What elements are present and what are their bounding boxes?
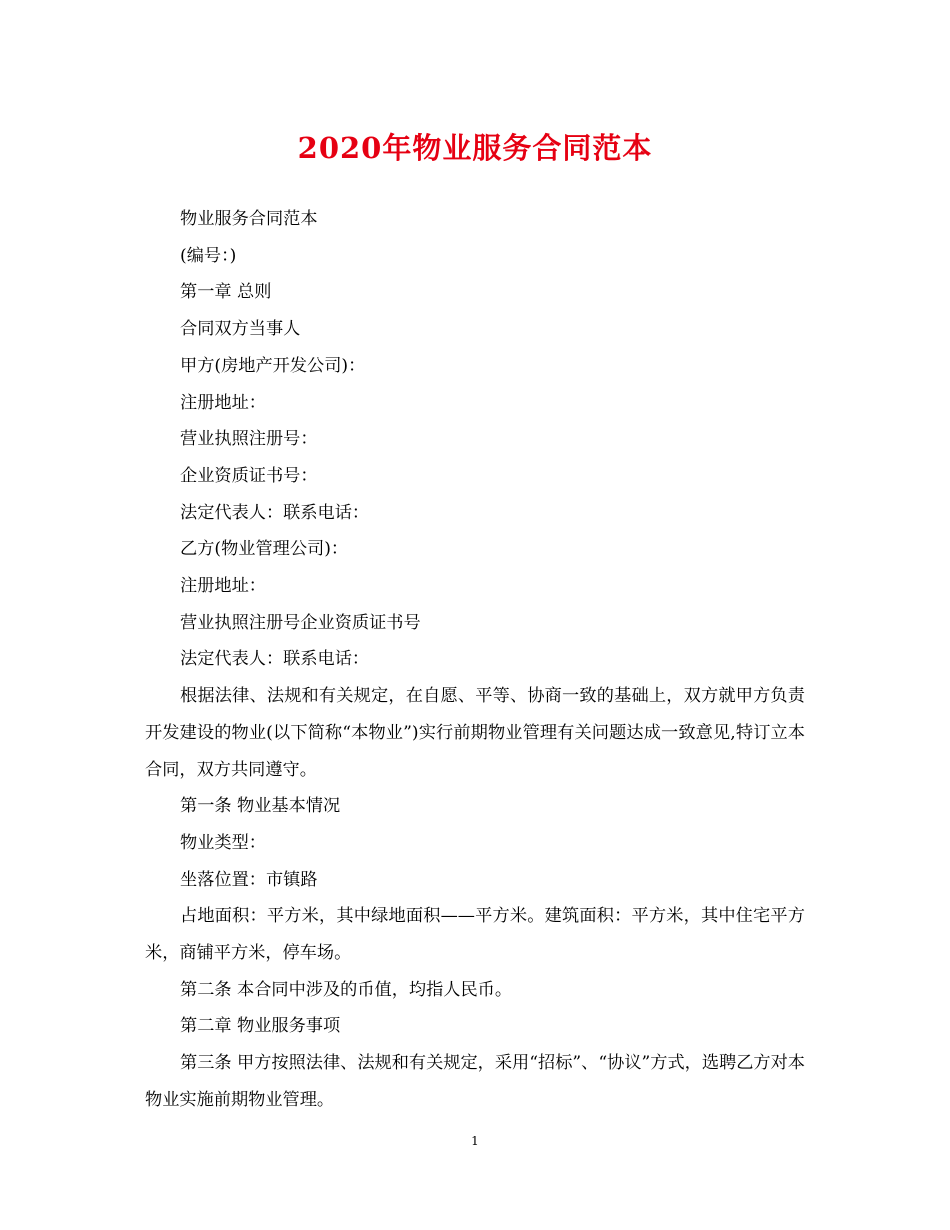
paragraph: 甲方(房地产开发公司)： (180, 355, 366, 376)
paragraph: 注册地址： (180, 576, 266, 597)
paragraph: 注册地址： (180, 392, 266, 413)
paragraph: (编号：) (180, 245, 237, 266)
document-body (145, 201, 805, 1119)
paragraph: 物业类型： (180, 832, 266, 853)
page-number: 1 (471, 1134, 479, 1148)
paragraph: 根据法律、法规和有关规定，在自愿、平等、协商一致的基础上，双方就甲方负责开发建设的物业(以下简称“本物业”)实行前期物业管理有关问题达成一致意见,特订立本合同，双方共同遵守。 (145, 686, 805, 780)
paragraph: 乙方(物业管理公司)： (180, 539, 349, 560)
paragraph: 合同双方当事人 (180, 319, 301, 340)
paragraph: 营业执照注册号： (180, 429, 318, 450)
paragraph: 第一条 物业基本情况 (180, 796, 341, 817)
paragraph: 坐落位置：市镇路 (180, 869, 318, 890)
paragraph: 营业执照注册号企业资质证书号 (180, 612, 421, 633)
paragraph: 第二条 本合同中涉及的币值，均指人民币。 (180, 979, 513, 1000)
paragraph: 第一章 总则 (180, 282, 272, 303)
paragraph: 第二章 物业服务事项 (180, 1016, 341, 1037)
paragraph: 物业服务合同范本 (180, 209, 318, 229)
paragraph: 占地面积：平方米，其中绿地面积——平方米。建筑面积：平方米，其中住宅平方米，商铺平方米，停车场。 (145, 906, 805, 964)
paragraph: 第三条 甲方按照法律、法规和有关规定，采用“招标”、“协议”方式，选聘乙方对本物业实施前期物业管理。 (145, 1053, 805, 1110)
document-title: 2020年物业服务合同范本 (297, 131, 653, 165)
paragraph: 法定代表人：联系电话： (180, 502, 370, 523)
paragraph: 法定代表人：联系电话： (180, 649, 370, 670)
paragraph: 企业资质证书号： (180, 465, 318, 486)
